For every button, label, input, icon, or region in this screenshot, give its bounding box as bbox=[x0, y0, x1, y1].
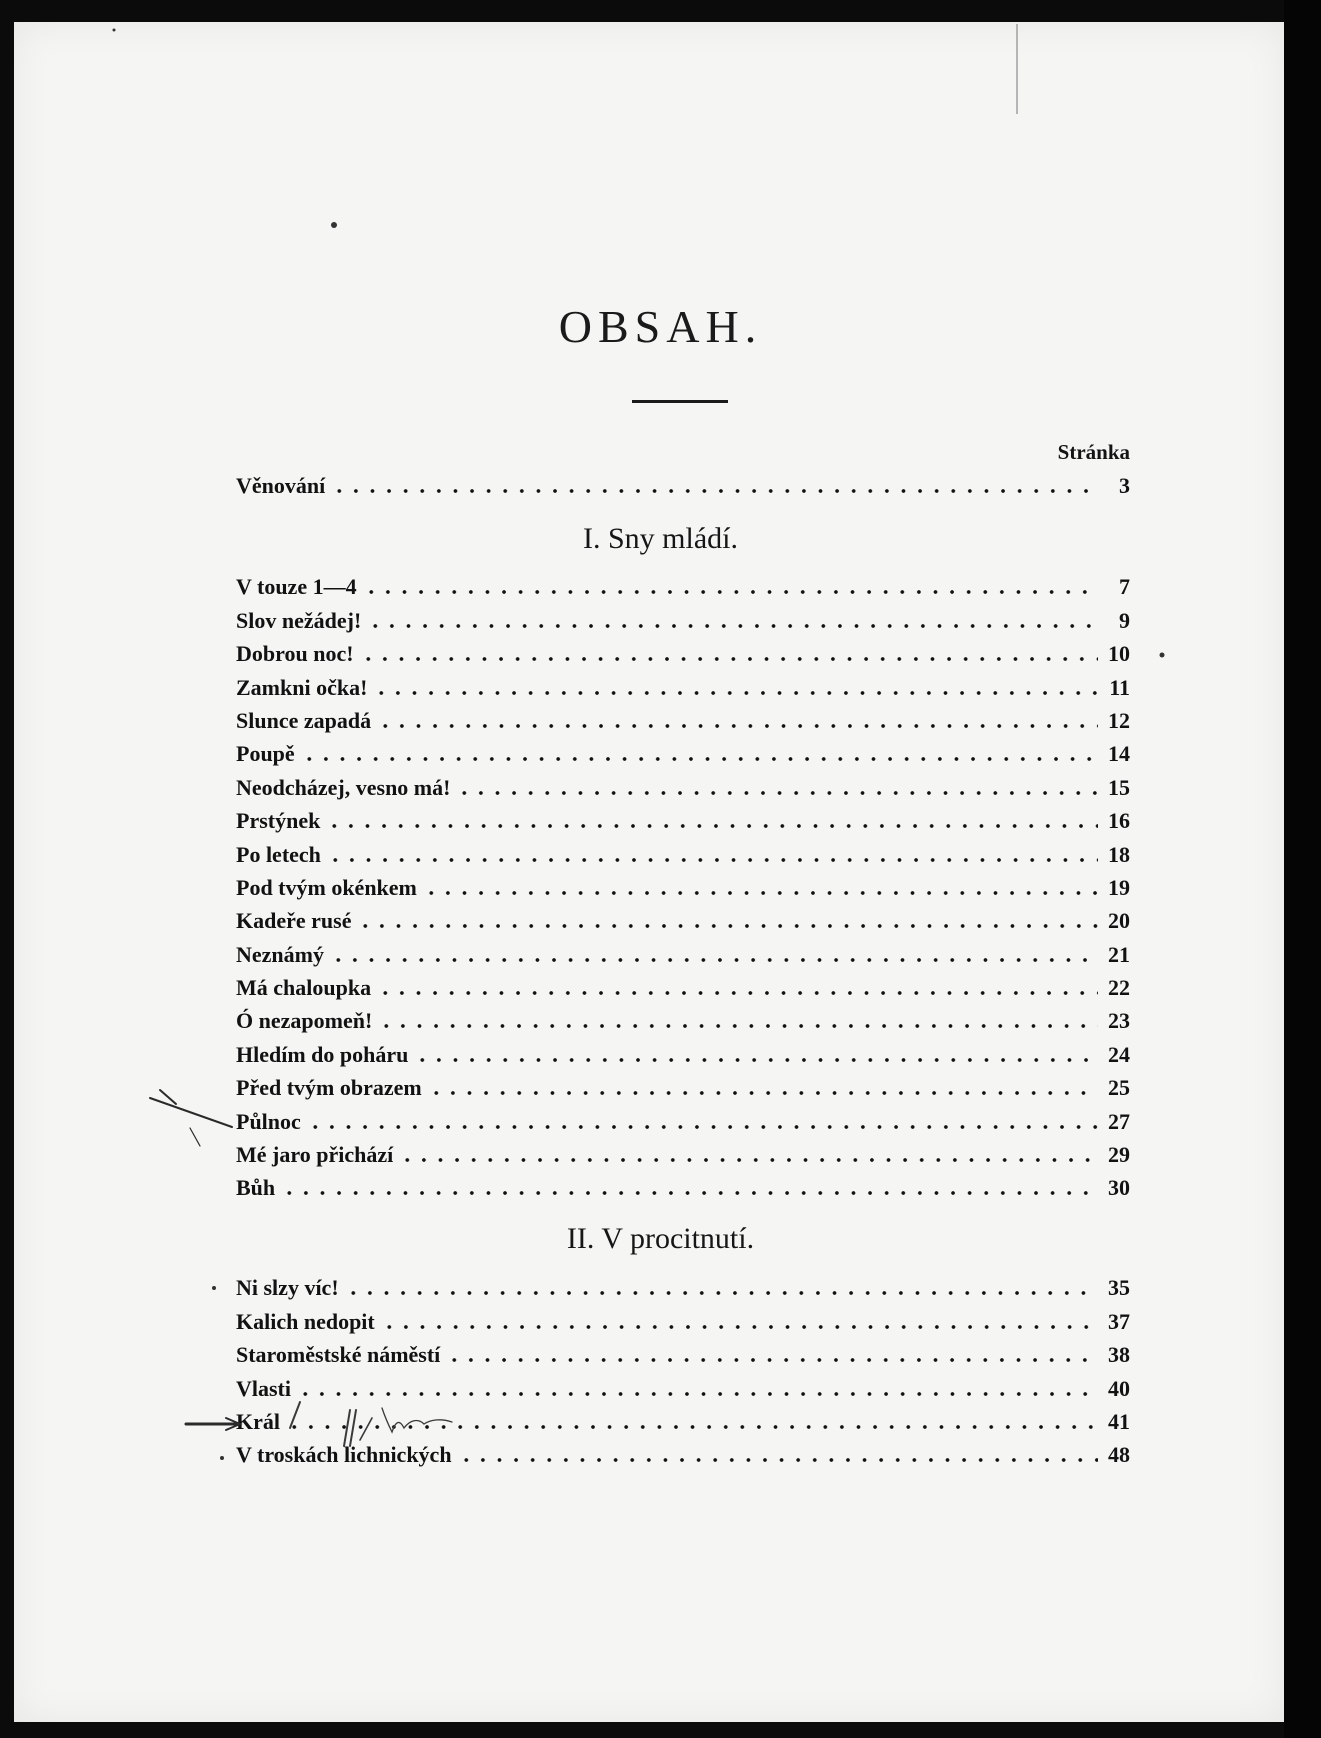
toc-entry-page: 9 bbox=[1119, 607, 1130, 633]
toc-entry-page: 27 bbox=[1108, 1108, 1130, 1134]
leader-dots bbox=[414, 1042, 1098, 1064]
toc-entry-page: 37 bbox=[1108, 1308, 1130, 1334]
toc-entry bbox=[236, 567, 1130, 600]
toc-entry-title: Zamkni očka! bbox=[236, 674, 368, 700]
toc-entry-page: 7 bbox=[1119, 574, 1130, 600]
leader-dots bbox=[378, 1008, 1098, 1030]
toc-entry-title: Král bbox=[236, 1408, 280, 1434]
section-1-list bbox=[236, 567, 1130, 1201]
toc-entry bbox=[236, 1168, 1130, 1201]
toc-entry bbox=[236, 868, 1130, 901]
scan-border bbox=[1284, 0, 1321, 1738]
toc-entry bbox=[236, 1335, 1130, 1368]
section-heading-1: I. Sny mládí. bbox=[583, 522, 738, 555]
toc-entry bbox=[236, 734, 1130, 767]
toc-entry bbox=[236, 968, 1130, 1001]
toc-entry-page: 40 bbox=[1108, 1375, 1130, 1401]
toc-entry-title: Neznámý bbox=[236, 941, 324, 967]
toc-entry-page: 30 bbox=[1108, 1175, 1130, 1201]
leader-dots bbox=[297, 1376, 1098, 1398]
toc-entry-page: 18 bbox=[1108, 841, 1130, 867]
leader-dots bbox=[281, 1175, 1098, 1197]
toc-entry-title: Po letech bbox=[236, 841, 321, 867]
toc-entry-page: 16 bbox=[1108, 808, 1130, 834]
toc-entry bbox=[236, 901, 1130, 934]
toc-entry bbox=[236, 667, 1130, 700]
toc-entry-title: Kadeře rusé bbox=[236, 908, 352, 934]
toc-entry bbox=[236, 600, 1130, 633]
toc-entry-title: Půlnoc bbox=[236, 1108, 301, 1134]
toc-entry-page: 24 bbox=[1108, 1041, 1130, 1067]
leader-dots bbox=[458, 1442, 1098, 1464]
toc-entry bbox=[236, 1101, 1130, 1134]
toc-entry bbox=[236, 1135, 1130, 1168]
toc-entry-page: 12 bbox=[1108, 707, 1130, 733]
toc-entry-title: Slov nežádej! bbox=[236, 607, 362, 633]
leader-dots bbox=[307, 1109, 1098, 1131]
leader-dots bbox=[428, 1075, 1098, 1097]
toc-entry bbox=[236, 1301, 1130, 1334]
leader-dots bbox=[330, 942, 1098, 964]
toc-entry-title: Bůh bbox=[236, 1175, 276, 1201]
toc-entry-title: Věnování bbox=[236, 473, 326, 499]
toc-entry-title: Vlasti bbox=[236, 1375, 291, 1401]
leader-dots bbox=[301, 741, 1098, 763]
toc-entry bbox=[236, 1268, 1130, 1301]
toc-entry-page: 48 bbox=[1108, 1442, 1130, 1468]
leader-dots bbox=[446, 1342, 1098, 1364]
toc-entry bbox=[236, 701, 1130, 734]
toc-entry bbox=[236, 767, 1130, 800]
toc-entry bbox=[236, 1368, 1130, 1401]
toc-entry-title: Má chaloupka bbox=[236, 975, 372, 1001]
toc-entry bbox=[236, 834, 1130, 867]
page-title: OBSAH. bbox=[558, 301, 763, 352]
toc-entry bbox=[236, 801, 1130, 834]
leader-dots bbox=[399, 1142, 1098, 1164]
toc-entry-page: 41 bbox=[1108, 1408, 1130, 1434]
leader-dots bbox=[360, 641, 1098, 663]
intro-list bbox=[236, 466, 1130, 499]
leader-dots bbox=[326, 808, 1098, 830]
leader-dots bbox=[286, 1409, 1098, 1431]
toc-entry-page: 15 bbox=[1108, 774, 1130, 800]
leader-dots bbox=[367, 608, 1098, 630]
leader-dots bbox=[327, 842, 1098, 864]
toc-entry-title: Před tvým obrazem bbox=[236, 1075, 422, 1101]
toc-entry bbox=[236, 1001, 1130, 1034]
leader-dots bbox=[456, 775, 1098, 797]
leader-dots bbox=[381, 1309, 1098, 1331]
title-rule bbox=[632, 400, 728, 403]
toc-entry-page: 11 bbox=[1109, 674, 1130, 700]
toc-entry bbox=[236, 634, 1130, 667]
toc-entry-page: 22 bbox=[1108, 975, 1130, 1001]
toc-entry bbox=[236, 1402, 1130, 1435]
toc-entry-title: Prstýnek bbox=[236, 808, 321, 834]
toc-entry-title: Poupě bbox=[236, 741, 295, 767]
toc-entry-page: 20 bbox=[1108, 908, 1130, 934]
toc-entry-title: Kalich nedopit bbox=[236, 1308, 375, 1334]
section-heading-2: II. V procitnutí. bbox=[566, 1222, 755, 1255]
toc-entry-page: 23 bbox=[1108, 1008, 1130, 1034]
leader-dots bbox=[363, 574, 1098, 596]
toc-entry bbox=[236, 934, 1130, 967]
toc-entry-title: Pod tvým okénkem bbox=[236, 874, 417, 900]
toc-entry bbox=[236, 466, 1130, 499]
toc-entry-title: Hledím do poháru bbox=[236, 1041, 409, 1067]
toc-entry-page: 19 bbox=[1108, 874, 1130, 900]
toc-entry bbox=[236, 1034, 1130, 1067]
toc-entry-page: 10 bbox=[1108, 641, 1130, 667]
toc-entry-page: 25 bbox=[1108, 1075, 1130, 1101]
leader-dots bbox=[331, 473, 1098, 495]
toc-entry-title: Neodcházej, vesno má! bbox=[236, 774, 451, 800]
toc-entry-title: Ni slzy víc! bbox=[236, 1275, 339, 1301]
toc-entry-title: V touze 1—4 bbox=[236, 574, 357, 600]
page-column-header: Stránka bbox=[1057, 440, 1130, 464]
toc-entry-title: Staroměstské náměstí bbox=[236, 1342, 441, 1368]
leader-dots bbox=[377, 708, 1098, 730]
leader-dots bbox=[373, 675, 1098, 697]
leader-dots bbox=[357, 908, 1098, 930]
toc-entry-title: Slunce zapadá bbox=[236, 707, 372, 733]
section-2-list bbox=[236, 1268, 1130, 1468]
toc-entry-page: 29 bbox=[1108, 1142, 1130, 1168]
toc-entry-title: V troskách lichnických bbox=[236, 1442, 452, 1468]
toc-entry-page: 14 bbox=[1108, 741, 1130, 767]
toc-entry bbox=[236, 1068, 1130, 1101]
leader-dots bbox=[377, 975, 1098, 997]
toc-entry-title: Ó nezapomeň! bbox=[236, 1008, 373, 1034]
leader-dots bbox=[423, 875, 1098, 897]
toc-entry-page: 3 bbox=[1119, 473, 1130, 499]
toc-entry-page: 35 bbox=[1108, 1275, 1130, 1301]
scan-edge-mark bbox=[1016, 24, 1018, 114]
toc-entry-title: Dobrou noc! bbox=[236, 641, 354, 667]
toc-entry bbox=[236, 1435, 1130, 1468]
toc-entry-title: Mé jaro přichází bbox=[236, 1142, 394, 1168]
leader-dots bbox=[345, 1275, 1098, 1297]
toc-entry-page: 21 bbox=[1108, 941, 1130, 967]
toc-entry-page: 38 bbox=[1108, 1342, 1130, 1368]
